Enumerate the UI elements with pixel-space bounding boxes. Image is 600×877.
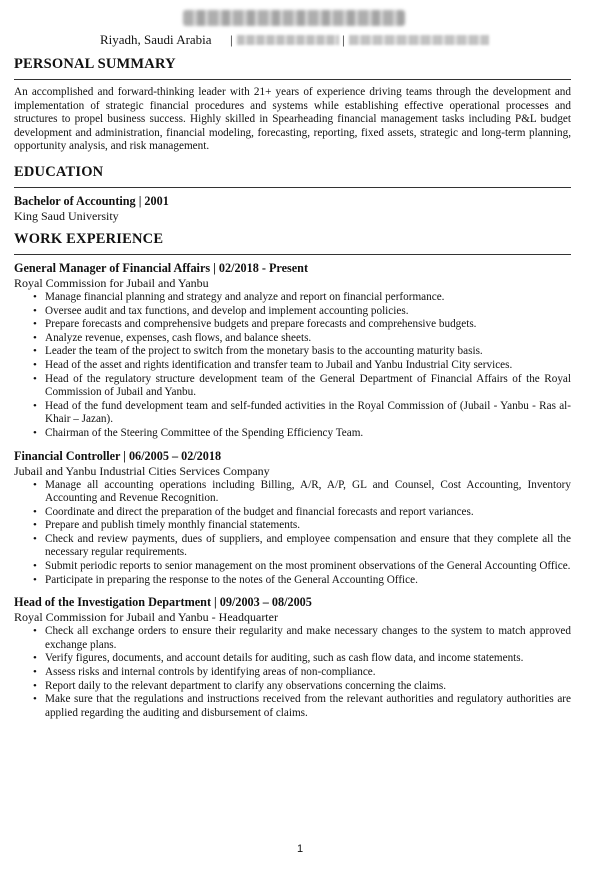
redacted-phone	[237, 35, 339, 45]
job-bullets	[14, 625, 571, 720]
bullet-item: • Participate in preparing the response to the notes of the General Accounting Office.	[14, 574, 571, 588]
bullet-item: • Coordinate and direct the preparation of the budget and financial forecasts and report variances.	[14, 506, 571, 520]
page-number: 1	[296, 843, 304, 855]
job-entry	[14, 449, 571, 588]
bullet-item: • Check all exchange orders to ensure their regularity and make necessary changes to the system to match approved exchange plans.	[14, 625, 571, 652]
bullet-item: • Oversee audit and tax functions, and develop and implement accounting policies.	[14, 305, 571, 319]
education-degree: Bachelor of Accounting | 2001	[14, 193, 169, 208]
summary-paragraph: An accomplished and forward-thinking leader with 21+ years of experience driving teams through the development and implementation of strategic financial procedures and systems while establishing effective operational processes and structures to propel business success. Highly skilled in Spearheading financial management tasks including P&L budget development and administration, financial modeling, forecasting, reporting, fixed assets, strategic and long-term planning, opportunity analysis, and risk management.	[14, 86, 571, 153]
job-organization: Jubail and Yanbu Industrial Cities Services Company	[14, 463, 270, 478]
resume-body	[14, 54, 571, 720]
section-title-work: WORK EXPERIENCE	[14, 231, 571, 255]
bullet-item: • Prepare forecasts and comprehensive budgets and prepare forecasts and comprehensive budgets.	[14, 318, 571, 332]
bullet-item: • Assess risks and internal controls by identifying areas of non-compliance.	[14, 666, 571, 680]
bullet-item: • Chairman of the Steering Committee of the Spending Efficiency Team.	[14, 427, 571, 441]
job-bullets	[14, 479, 571, 588]
contact-line	[0, 32, 600, 48]
bullet-item: • Report daily to the relevant department to clarify any observations concerning the claims.	[14, 680, 571, 694]
section-title-summary: PERSONAL SUMMARY	[14, 56, 571, 80]
bullet-item: • Verify figures, documents, and account details for auditing, such as cash flow data, and income statements.	[14, 652, 571, 666]
redacted-email	[349, 35, 489, 45]
contact-separator: |	[342, 32, 345, 47]
education-school: King Saud University	[14, 208, 119, 223]
job-bullets	[14, 291, 571, 441]
job-organization: Royal Commission for Jubail and Yanbu	[14, 275, 209, 290]
job-title: General Manager of Financial Affairs | 02/2018 - Present	[14, 260, 309, 275]
bullet-item: • Head of the regulatory structure development team of the General Department of Financial Affairs of the Royal Commission of Jubail and Yanbu.	[14, 373, 571, 400]
bullet-item: • Leader the team of the project to switch from the monetary basis to the accounting maturity basis.	[14, 345, 571, 359]
bullet-item: • Check and review payments, dues of suppliers, and employee compensation and ensure that they complete all the necessary regular requirements.	[14, 533, 571, 560]
bullet-item: • Prepare and publish timely monthly financial statements.	[14, 519, 571, 533]
bullet-item: • Head of the fund development team and self-funded activities in the Royal Commission of (Jubail - Yanbu - Ras al-Khair – Jazan).	[14, 400, 571, 427]
bullet-item: • Manage all accounting operations including Billing, A/R, A/P, GL and Counsel, Cost Accounting, Inventory Accounting and Revenue Recognition.	[14, 479, 571, 506]
section-title-education: EDUCATION	[14, 164, 571, 188]
bullet-item: • Head of the asset and rights identification and transfer team to Jubail and Yanbu Industrial City services.	[14, 359, 571, 373]
bullet-item: • Manage financial planning and strategy and analyze and report on financial performance.	[14, 291, 571, 305]
resume-header	[0, 4, 600, 48]
job-title: Financial Controller | 06/2005 – 02/2018	[14, 448, 222, 463]
contact-separator: |	[230, 32, 233, 47]
redacted-name	[183, 10, 405, 26]
bullet-item: • Analyze revenue, expenses, cash flows, and balance sheets.	[14, 332, 571, 346]
job-title: Head of the Investigation Department | 09/2003 – 08/2005	[14, 595, 312, 610]
bullet-item: • Make sure that the regulations and instructions received from the relevant authorities and regulatory authorities are applied regarding the auditing and disbursement of claims.	[14, 693, 571, 720]
bullet-item: • Submit periodic reports to senior management on the most prominent observations of the General Accounting Office.	[14, 560, 571, 574]
job-entry	[14, 595, 571, 720]
location-text: Riyadh, Saudi Arabia	[100, 32, 212, 47]
job-entry	[14, 261, 571, 441]
job-organization: Royal Commission for Jubail and Yanbu - Headquarter	[14, 610, 278, 625]
